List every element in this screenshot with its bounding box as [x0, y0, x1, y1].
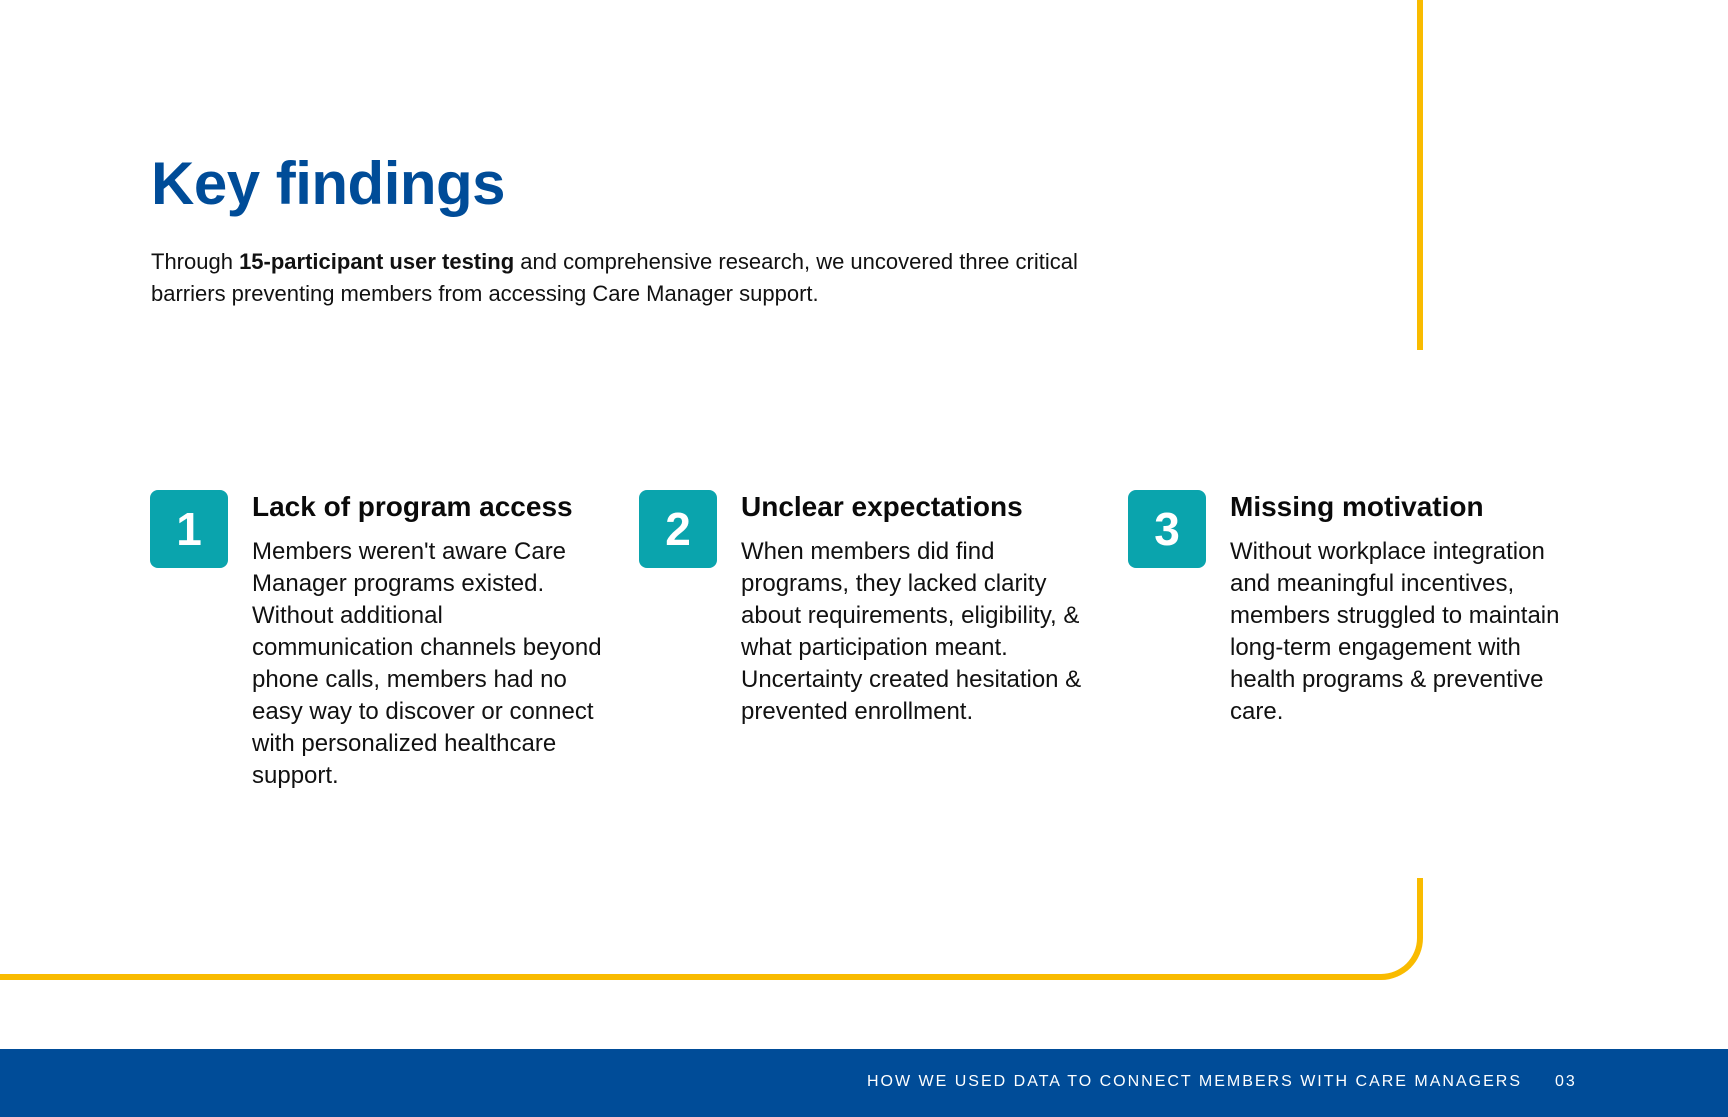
footer-page-number: 03 [1555, 1073, 1577, 1090]
finding-title: Lack of program access [252, 491, 573, 522]
decorative-frame-corner-line [0, 878, 1423, 980]
finding-title: Unclear expectations [741, 491, 1023, 522]
finding-number-badge: 2 [639, 490, 717, 568]
footer-bar [0, 1049, 1728, 1117]
decorative-frame-line-top [1417, 0, 1423, 350]
intro-paragraph [151, 246, 1151, 310]
finding-number-badge: 3 [1128, 490, 1206, 568]
finding-description: When members did find programs, they lacked clarity about requirements, eligibility, & what participation meant. Uncertainty created hesitation & prevented enrollment. [741, 538, 1082, 725]
finding-title: Missing motivation [1230, 491, 1484, 522]
intro-text-end: and comprehensive research, we uncovered three critical barriers preventing members from accessing Care Manager support. [151, 249, 1078, 306]
page-title: Key findings [151, 150, 506, 217]
intro-text-start: Through [151, 249, 240, 274]
finding-description: Members weren't aware Care Manager programs existed. Without additional communication channels beyond phone calls, members had no easy way to discover or connect with personalized healthcare support. [252, 538, 602, 789]
intro-highlight: 15-participant user testing [239, 249, 515, 274]
finding-number-badge: 1 [150, 490, 228, 568]
finding-description: Without workplace integration and meaningful incentives, members struggled to maintain long-term engagement with health programs & preventive care. [1230, 538, 1560, 725]
footer-document-title: HOW WE USED DATA TO CONNECT MEMBERS WITH CARE MANAGERS [866, 1073, 1522, 1090]
